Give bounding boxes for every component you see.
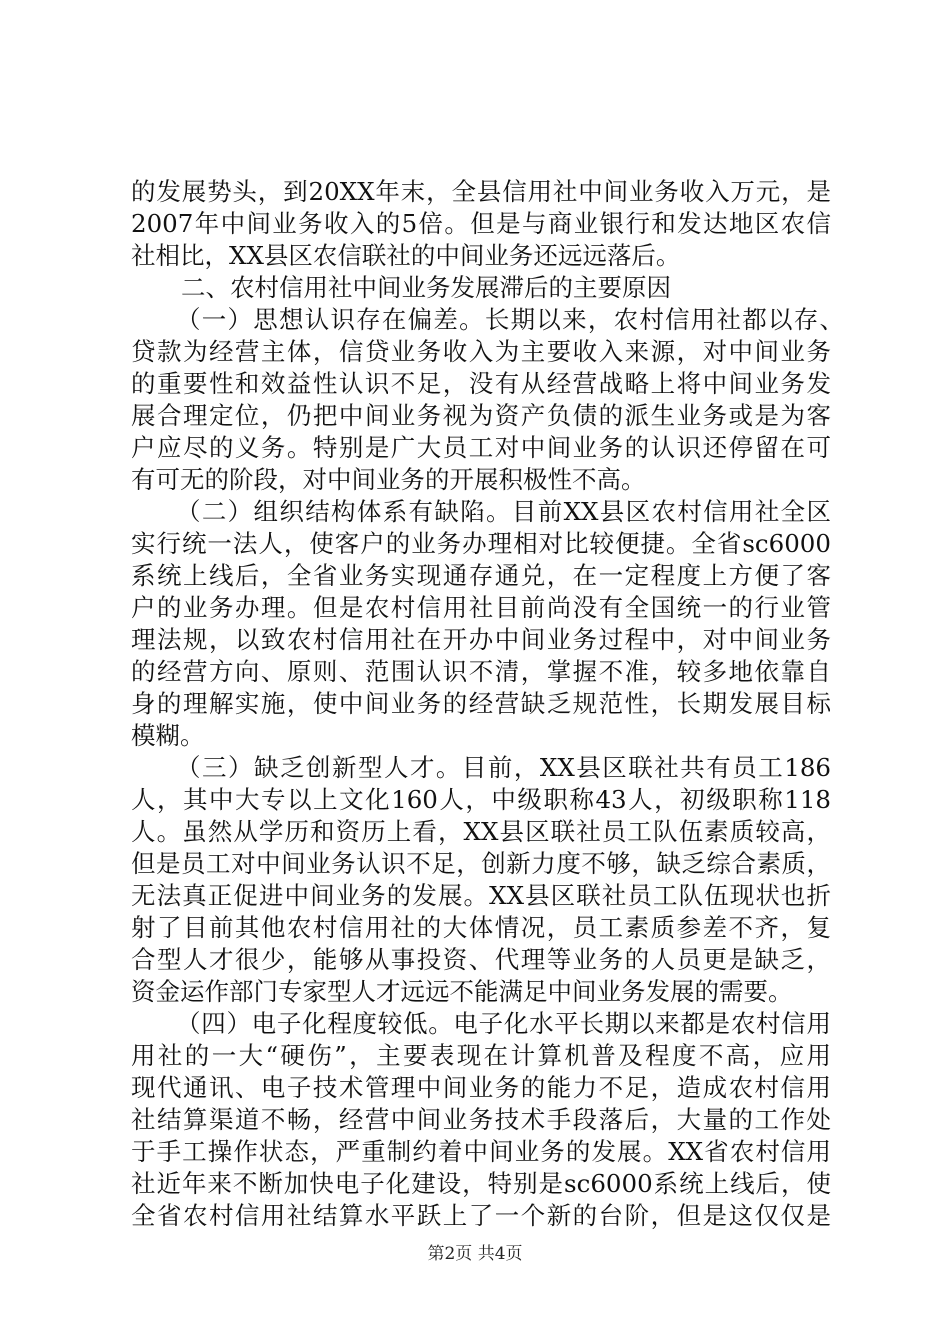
text-line: 于手工操作状态，严重制约着中间业务的发展。XX省农村信用 <box>131 1137 831 1166</box>
section-heading: 二、农村信用社中间业务发展滞后的主要原因 <box>181 273 671 302</box>
text-line: 射了目前其他农村信用社的大体情况，员工素质参差不齐，复 <box>131 913 831 942</box>
text-line: 有可无的阶段，对中间业务的开展积极性不高。 <box>131 465 646 494</box>
paragraph-heading: （四）电子化程度较低。电子化水平长期以来都是农村信用 <box>176 1009 831 1038</box>
text-line: 的发展势头，到20XX年末，全县信用社中间业务收入万元，是 <box>131 177 831 206</box>
text-line: 但是员工对中间业务认识不足，创新力度不够，缺乏综合素质， <box>131 849 831 878</box>
paragraph-heading: （一）思想认识存在偏差。长期以来，农村信用社都以存、 <box>176 305 844 334</box>
text-line: 人。虽然从学历和资历上看，XX县区联社员工队伍素质较高， <box>131 817 831 846</box>
text-line: 的重要性和效益性认识不足，没有从经营战略上将中间业务发 <box>131 369 831 398</box>
text-line: 人，其中大专以上文化160人，中级职称43人，初级职称118 <box>131 785 831 814</box>
text-line: 社结算渠道不畅，经营中间业务技术手段落后，大量的工作处 <box>131 1105 831 1134</box>
text-line: 展合理定位，仍把中间业务视为资产负债的派生业务或是为客 <box>131 401 831 430</box>
text-line: 户应尽的义务。特别是广大员工对中间业务的认识还停留在可 <box>131 433 831 462</box>
page-footer: 第2页 共4页 <box>427 1244 523 1264</box>
text-line: 合型人才很少，能够从事投资、代理等业务的人员更是缺乏， <box>131 945 831 974</box>
text-line: 实行统一法人，使客户的业务办理相对比较便捷。全省sc6000 <box>131 529 831 558</box>
text-line: 无法真正促进中间业务的发展。XX县区联社员工队伍现状也折 <box>131 881 831 910</box>
text-line: 贷款为经营主体，信贷业务收入为主要收入来源，对中间业务 <box>131 337 831 366</box>
text-line: 模糊。 <box>131 721 205 750</box>
text-line: 的经营方向、原则、范围认识不清，掌握不准，较多地依靠自 <box>131 657 831 686</box>
text-line: 理法规，以致农村信用社在开办中间业务过程中，对中间业务 <box>131 625 831 654</box>
text-line: 现代通讯、电子技术管理中间业务的能力不足，造成农村信用 <box>131 1073 831 1102</box>
text-line: 户的业务办理。但是农村信用社目前尚没有全国统一的行业管 <box>131 593 831 622</box>
text-line: 身的理解实施，使中间业务的经营缺乏规范性，长期发展目标 <box>131 689 831 718</box>
text-line: 资金运作部门专家型人才远远不能满足中间业务发展的需要。 <box>131 977 793 1006</box>
paragraph-heading: （三）缺乏创新型人才。目前，XX县区联社共有员工186 <box>176 753 831 782</box>
text-line: 社相比，XX县区农信联社的中间业务还远远落后。 <box>131 241 681 270</box>
text-line: 社近年来不断加快电子化建设，特别是sc6000系统上线后，使 <box>131 1169 831 1198</box>
text-line: 系统上线后，全省业务实现通存通兑，在一定程度上方便了客 <box>131 561 831 590</box>
text-line: 用社的一大“硬伤”，主要表现在计算机普及程度不高，应用 <box>131 1041 831 1070</box>
text-line: 全省农村信用社结算水平跃上了一个新的台阶，但是这仅仅是 <box>131 1201 831 1230</box>
paragraph-heading: （二）组织结构体系有缺陷。目前XX县区农村信用社全区 <box>176 497 831 526</box>
text-line: 2007年中间业务收入的5倍。但是与商业银行和发达地区农信 <box>131 209 831 238</box>
